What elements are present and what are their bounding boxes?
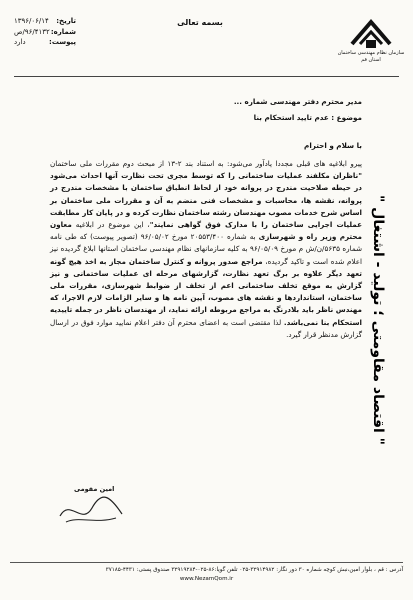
body-mid-2: به شماره ۲۰۵۵۳/۴۰۰ مورخ ۹۶/۰۵/۰۲ (تصویر پیوست) که طی نامه شماره ۵۶۳۵/ن/ش م مورخ ۹۶/۰۵/۰۹ به کلیه سازمانهای نظام مهندسی ساختمان استانها ابلاغ گردیده نیز اعلام شده است و تاکید گردیده، [50, 232, 363, 266]
side-slogan-text: " اقتصاد مقاومتی ؛ تولید - اشتغال " [370, 195, 386, 445]
body-end: لذا مقتضی است به اعضای محترم آن دفتر اعلام نمایید موارد فوق در ارسال گزارش مدنظر قرار گیرد. [50, 317, 362, 339]
page-title: بسمه تعالی [177, 18, 223, 27]
signature-icon [52, 486, 132, 532]
meta-number [14, 27, 76, 38]
meta-number-label: شماره: [50, 27, 76, 36]
meta-attachment-label: پیوست: [49, 38, 76, 46]
meta-date-value: ۱۳۹۶/۰۶/۱۴ [14, 17, 49, 25]
body-deputy-minister: معاون محترم وزیر راه و شهرسازی [50, 220, 362, 242]
letter-meta [14, 16, 76, 48]
meta-attachment [14, 37, 76, 48]
signatory-name: امین مقومی [74, 485, 115, 493]
meta-number-value: ۹۶/۴۱۳۲/ص [14, 27, 50, 36]
body-mid-1: ، این موضوع در ابلاغیه [71, 220, 150, 230]
body-intro: پیرو ابلاغیه های قبلی مجددا یادآور می‌شود: به استناد بند ۲-۱۳ از مبحث دوم مقررات ملی ساختمان [50, 159, 362, 168]
side-slogan [358, 150, 398, 490]
organization-name: سازمان نظام مهندسی ساختمان استان قم [337, 50, 405, 63]
letter-body [50, 158, 362, 341]
letter-subject: موضوع : عدم تایید استحکام بنا [253, 113, 362, 122]
meta-date [14, 16, 76, 27]
letter-greeting: با سلام و احترام [304, 141, 362, 150]
meta-attachment-value: دارد [14, 38, 26, 46]
footer-address: آدرس : قم ، بلوار امین،نبش کوچه شماره ۳۰ دور نگار: ۳۲۹۱۴۹۸۲-۰۲۵ تلفن گویا:۸۶-۰۲۵-۳۲۹۱۹۲۸۴ صندوق پستی: ۴۴۳۱-۳۷۱۸۵ [105, 567, 403, 573]
meta-date-label: تاریخ: [56, 17, 76, 25]
footer-divider [10, 562, 403, 563]
letter-recipient: مدیر محترم دفتر مهندسی شماره ... [233, 97, 362, 106]
body-main-directive: مراجع صدور پروانه و کنترل ساختمان مجاز به اخذ هیچ گونه تعهد دیگر علاوه بر برگ تعهد نظارت، گزارشهای مرحله ای عملیات ساختمانی و نیز گزارش به موقع تخلف ساختمانی اعم از تخلف از ضوابط شهرسازی، مقررات ملی ساختمان، استانداردها و نقشه های مصوب، آیین نامه ها و سایر الزامات لازم الاجرا، که مهندس ناظر باید بلادرنگ به مراجع مربوطه ارائه نماید، از مهندسان ناظر در جمله تاییدیه استحکام بنا نمی‌باشد. [50, 256, 362, 327]
footer-website[interactable]: www.NezamQom.ir [179, 576, 234, 582]
footer [10, 566, 403, 584]
header-divider [14, 76, 399, 77]
body-quote-regulation: "ناظران مکلفند عملیات ساختمانی را که توسط مجری تحت نظارت آنها احداث می‌شود در حیطه صلاحیت مندرج در پروانه خود از لحاظ انطباق ساختمان با مشخصات مندرج در پروانه، نقشه ها، محاسبات و مشخصات فنی منضم به آن و مقررات ملی ساختمان بر اساس شرح خدمات مصوب مهندسان رشته ساختمان نظارت کرده و در پایان کار مطابقت عملیات اجرایی ساختمان را با مدارک فوق گواهی نمایند" [50, 171, 362, 230]
